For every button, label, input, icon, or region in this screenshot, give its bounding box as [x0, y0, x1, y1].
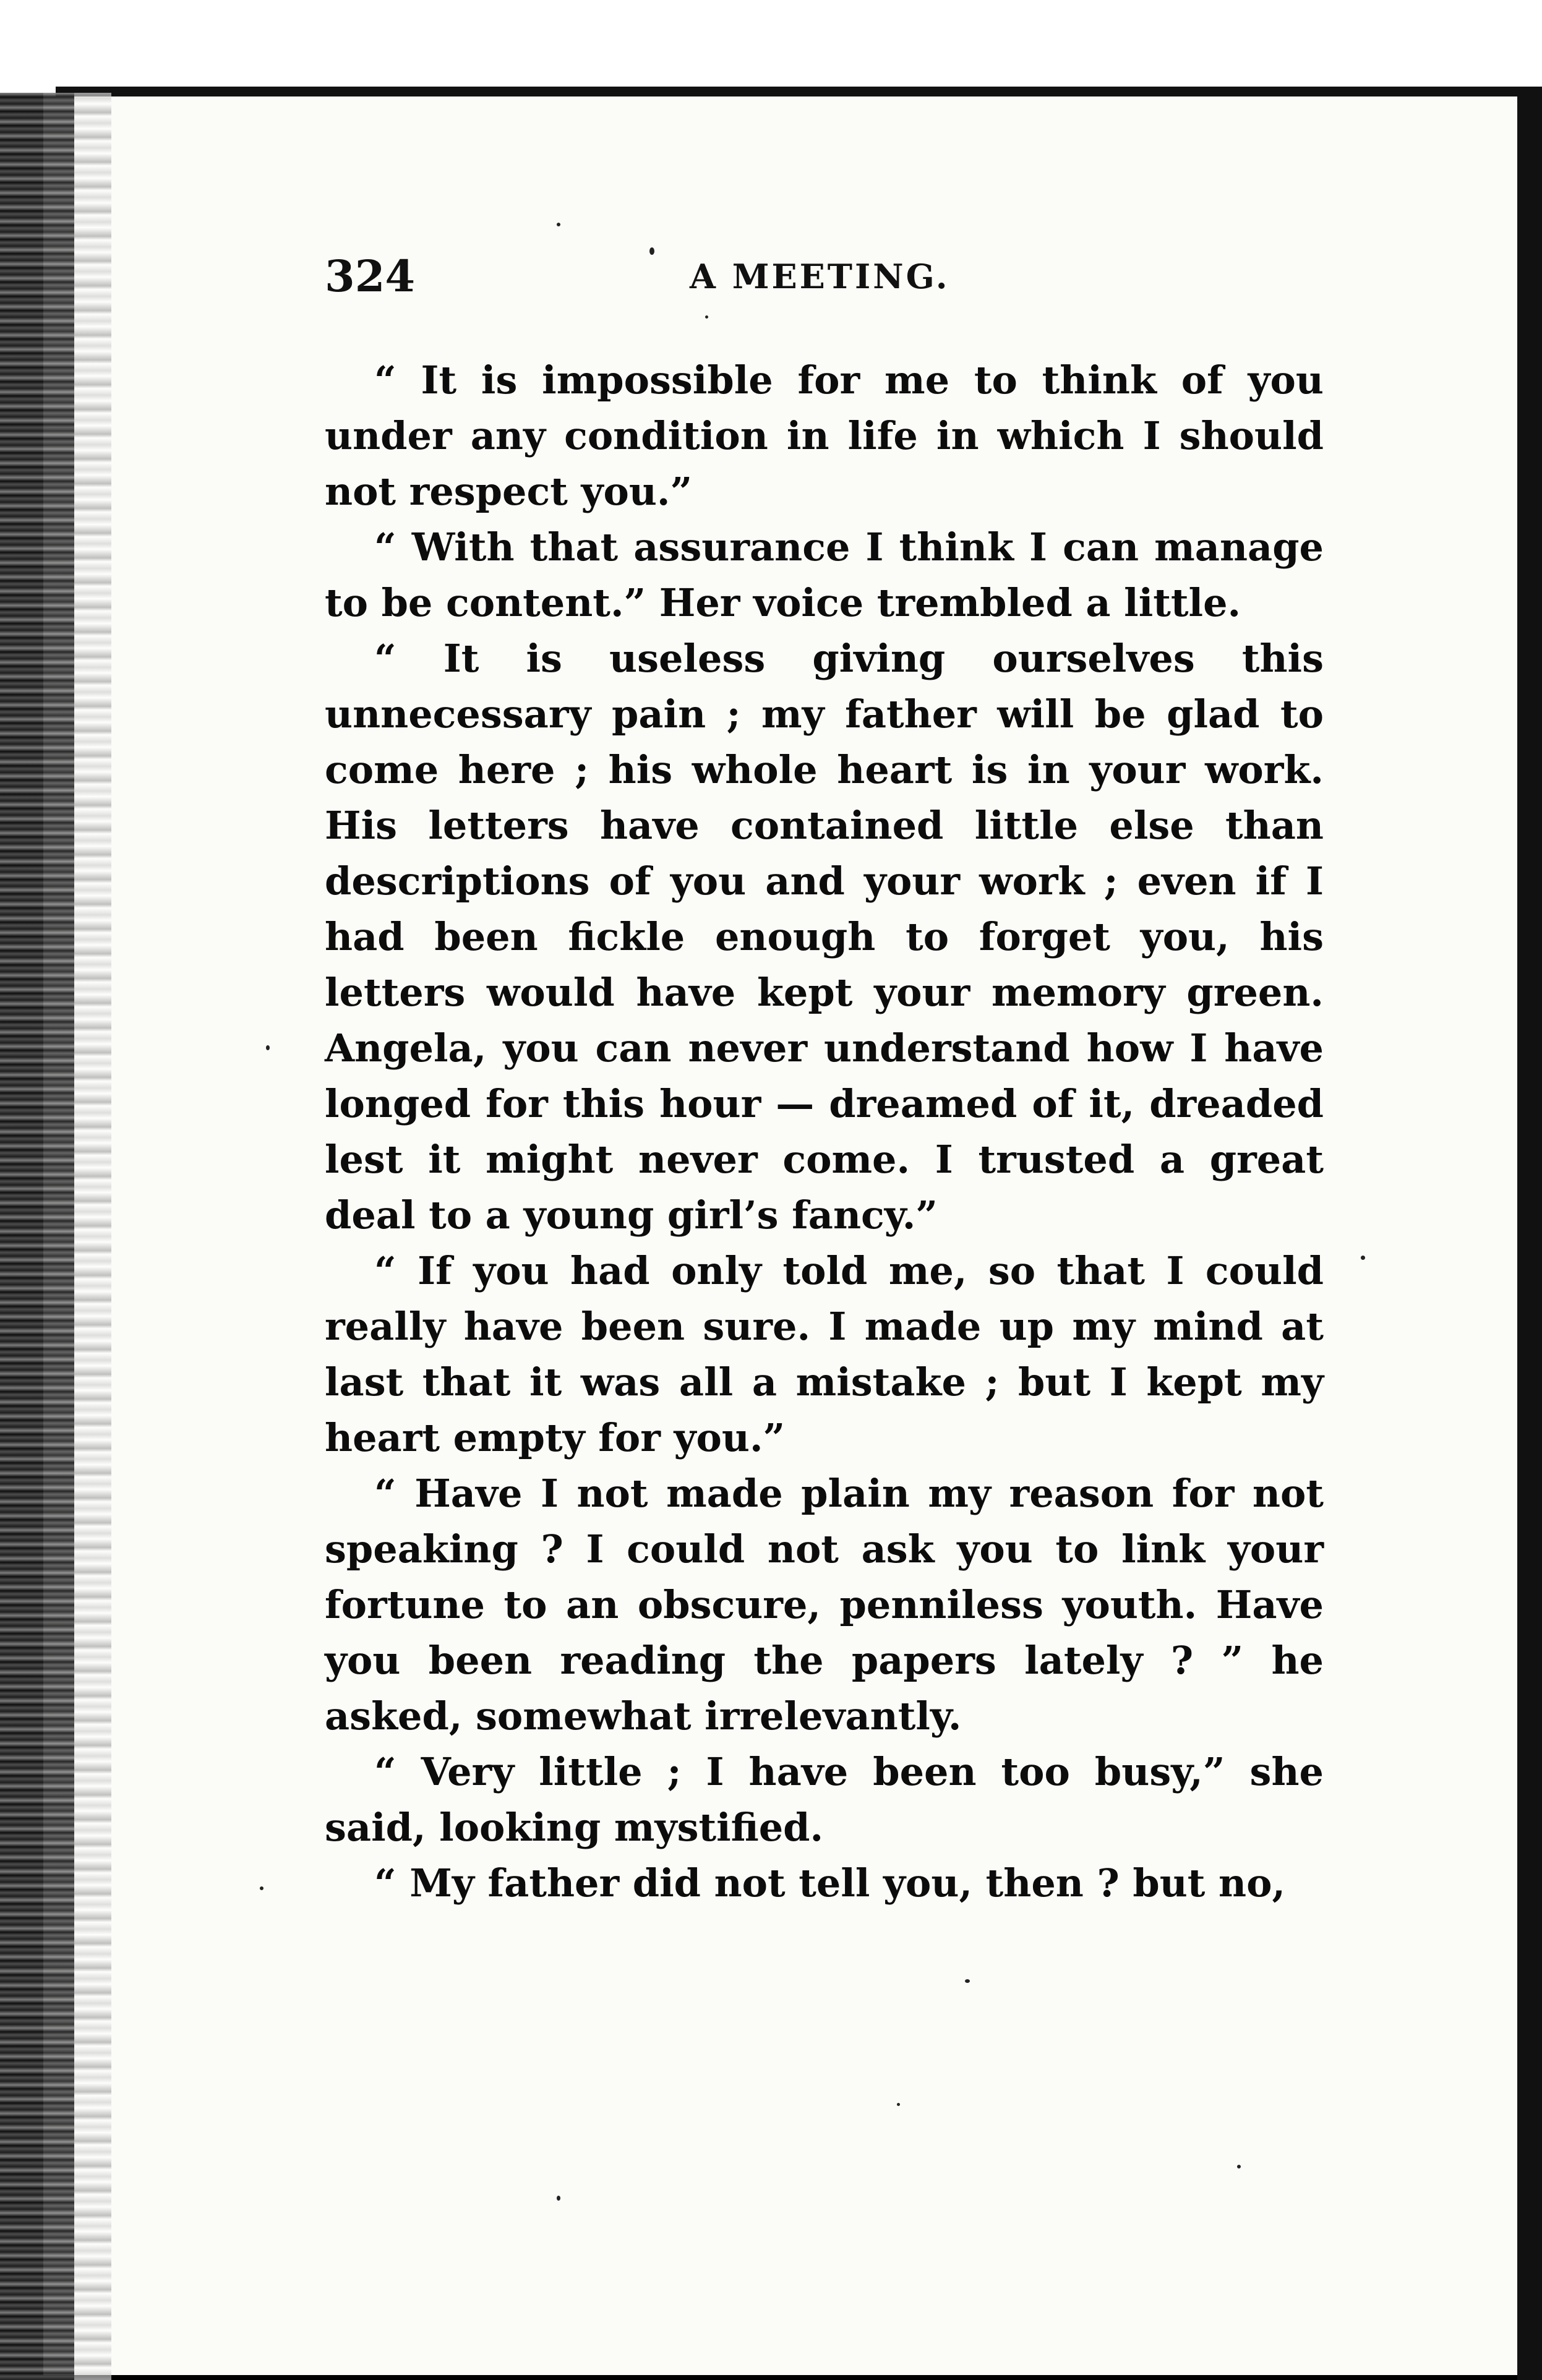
scan-speck: [1237, 2165, 1241, 2168]
page-number: 324: [325, 250, 416, 302]
book-gutter-shadow: [74, 93, 111, 2380]
scan-speck: [260, 1886, 263, 1890]
scan-speck: [557, 223, 560, 226]
paragraph: “ Very little ; I have been too busy,” she said, looking mystified.: [325, 1749, 1324, 1850]
scan-speck: [649, 247, 654, 255]
scan-right-border: [1517, 93, 1542, 2380]
scan-top-margin: [0, 0, 1542, 93]
scan-speck: [897, 2103, 900, 2106]
scan-speck: [705, 315, 708, 319]
paragraph: “ My father did not tell you, then ? but no,: [374, 1860, 1286, 1906]
paragraph: “ With that assurance I think I can manage to be content.” Her voice trembled a little.: [325, 524, 1324, 625]
scan-speck: [1361, 1256, 1365, 1260]
page-header: [325, 250, 1376, 331]
scan-speck: [266, 1045, 270, 1050]
paragraph: “ Have I not made plain my reason for not speaking ? I could not ask you to link your fortune to an obscure, penniless youth. Have you been reading the papers lately ? ” he asked, somewhat irrelevantly.: [325, 1471, 1324, 1739]
scan-top-border: [56, 87, 1542, 96]
running-head: A MEETING.: [690, 257, 950, 296]
paragraph: “ If you had only told me, so that I could really have been sure. I made up my mind at last that it was all a mistake ; but I kept my heart empty for you.”: [325, 1248, 1324, 1460]
paragraph: “ It is impossible for me to think of you under any condition in life in which I should not respect you.”: [325, 357, 1324, 514]
scan-speck: [557, 2196, 560, 2201]
scan-speck: [965, 1979, 970, 1983]
book-gutter: [0, 93, 74, 2380]
paragraph: “ It is useless giving ourselves this unnecessary pain ; my father will be glad to come here ; his whole heart is in your work. His letters have contained little else than descriptions of you and your work ; even if I had been fickle enough to forget you, his letters would have kept your memory green. Angela, you can never understand how I have longed for this hour — dreamed of it, dreaded lest it might never come. I trusted a great deal to a young girl’s fancy.”: [325, 636, 1324, 1238]
body-text: [325, 353, 1324, 1911]
